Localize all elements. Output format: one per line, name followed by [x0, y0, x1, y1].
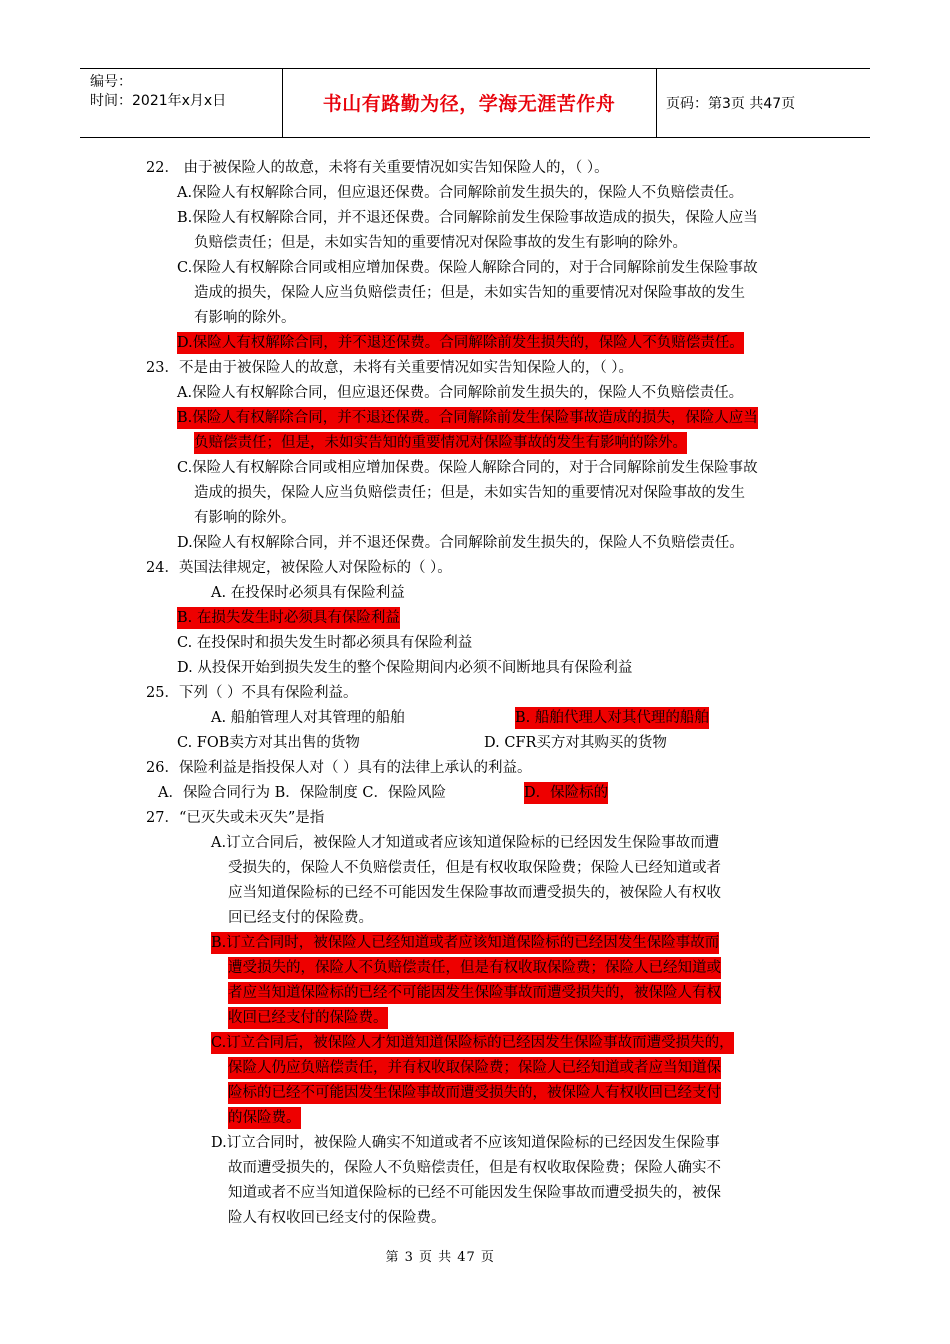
option-22d-highlighted: D.保险人有权解除合同，并不退还保费。合同解除前发生损失的，保险人不负赔偿责任。	[177, 332, 744, 354]
question-22: 22． 由于被保险人的故意，未将有关重要情况如实告知保险人的，（ ）。	[146, 160, 609, 176]
option-24c: C. 在投保时和损失发生时都必须具有保险利益	[177, 635, 473, 651]
option-25d: D. CFR买方对其购买的货物	[484, 735, 667, 751]
option-26d-highlighted: D．保险标的	[524, 782, 608, 804]
option-27c-highlighted-cont: 的保险费。	[228, 1107, 301, 1129]
option-27a: A.订立合同后，被保险人才知道或者应该知道保险标的已经因发生保险事故而遭	[211, 835, 720, 851]
option-27b-highlighted-cont: 遭受损失的，保险人不负赔偿责任，但是有权收取保险费；保险人已经知道或	[228, 957, 721, 979]
option-27c-highlighted-cont: 保险人仍应负赔偿责任，并有权收取保险费；保险人已经知道或者应当知道保	[228, 1057, 721, 1079]
option-22a: A.保险人有权解除合同，但应退还保费。合同解除前发生损失的，保险人不负赔偿责任。	[177, 185, 744, 201]
header-divider	[656, 69, 657, 137]
document-number: 编号：	[90, 74, 132, 90]
option-27c-highlighted-cont: 险标的已经不可能因发生保险事故而遭受损失的，被保险人有权收回已经支付	[228, 1082, 721, 1104]
option-25b-highlighted: B. 船舶代理人对其代理的船舶	[515, 707, 709, 729]
option-27b-highlighted-cont: 者应当知道保险标的已经不可能因发生保险事故而遭受损失的，被保险人有权	[228, 982, 721, 1004]
option-23c-cont: 造成的损失，保险人应当负赔偿责任；但是，未如实告知的重要情况对保险事故的发生	[194, 485, 745, 501]
option-22b: B.保险人有权解除合同，并不退还保费。合同解除前发生保险事故造成的损失，保险人应当	[177, 210, 758, 226]
option-25a: A. 船舶管理人对其管理的船舶	[211, 710, 405, 726]
options-26abc: A．保险合同行为 B．保险制度 C．保险风险	[158, 785, 446, 801]
option-27d-cont: 险人有权收回已经支付的保险费。	[228, 1210, 446, 1226]
option-22b-cont: 负赔偿责任；但是，未如实告知的重要情况对保险事故的发生有影响的除外。	[194, 235, 687, 251]
option-23c-cont: 有影响的除外。	[194, 510, 296, 526]
option-27d-cont: 故而遭受损失的，保险人不负赔偿责任，但是有权收取保险费；保险人确实不	[228, 1160, 721, 1176]
option-22c: C.保险人有权解除合同或相应增加保费。保险人解除合同的，对于合同解除前发生保险事故	[177, 260, 758, 276]
question-25: 25．下列（ ）不具有保险利益。	[146, 685, 358, 701]
option-27a-cont: 回已经支付的保险费。	[228, 910, 373, 926]
option-27a-cont: 应当知道保险标的已经不可能因发生保险事故而遭受损失的，被保险人有权收	[228, 885, 721, 901]
question-27: 27．“已灭失或未灭失”是指	[146, 810, 325, 826]
option-27d: D.订立合同时，被保险人确实不知道或者不应该知道保险标的已经因发生保险事	[211, 1135, 720, 1151]
header-page-number: 页码：第3页 共47页	[666, 96, 796, 112]
option-27b-highlighted-cont: 收回已经支付的保险费。	[228, 1007, 388, 1029]
header-meta	[90, 73, 226, 111]
option-27d-cont: 知道或者不应当知道保险标的已经不可能因发生保险事故而遭受损失的，被保	[228, 1185, 721, 1201]
option-23b-highlighted: B.保险人有权解除合同，并不退还保费。合同解除前发生保险事故造成的损失，保险人应当	[177, 407, 758, 429]
page-header	[80, 68, 870, 138]
option-24d: D. 从投保开始到损失发生的整个保险期间内必须不间断地具有保险利益	[177, 660, 633, 676]
option-25c: C. FOB卖方对其出售的货物	[177, 735, 360, 751]
header-motto: 书山有路勤为径，学海无涯苦作舟	[322, 93, 616, 115]
option-23b-highlighted-cont: 负赔偿责任；但是，未如实告知的重要情况对保险事故的发生有影响的除外。	[194, 432, 687, 454]
question-23: 23．不是由于被保险人的故意，未将有关重要情况如实告知保险人的，（ ）。	[146, 360, 634, 376]
option-23a: A.保险人有权解除合同，但应退还保费。合同解除前发生损失的，保险人不负赔偿责任。	[177, 385, 744, 401]
option-27b-highlighted: B.订立合同时，被保险人已经知道或者应该知道保险标的已经因发生保险事故而	[211, 932, 719, 954]
option-24a: A. 在投保时必须具有保险利益	[211, 585, 405, 601]
option-23d: D.保险人有权解除合同，并不退还保费。合同解除前发生损失的，保险人不负赔偿责任。	[177, 535, 744, 551]
question-24: 24．英国法律规定，被保险人对保险标的（ ）。	[146, 560, 452, 576]
question-26: 26．保险利益是指投保人对（ ）具有的法律上承认的利益。	[146, 760, 532, 776]
option-27a-cont: 受损失的，保险人不负赔偿责任，但是有权收取保险费；保险人已经知道或者	[228, 860, 721, 876]
option-24b-highlighted: B. 在损失发生时必须具有保险利益	[177, 607, 400, 629]
option-27c-highlighted: C.订立合同后，被保险人才知道知道保险标的已经因发生保险事故而遭受损失的，	[211, 1032, 734, 1054]
page-footer: 第 3 页 共 47 页	[385, 1250, 495, 1265]
option-22c-cont: 有影响的除外。	[194, 310, 296, 326]
option-22c-cont: 造成的损失，保险人应当负赔偿责任；但是，未如实告知的重要情况对保险事故的发生	[194, 285, 745, 301]
document-time: 时间：2021年x月x日	[90, 93, 227, 109]
option-23c: C.保险人有权解除合同或相应增加保费。保险人解除合同的，对于合同解除前发生保险事故	[177, 460, 758, 476]
